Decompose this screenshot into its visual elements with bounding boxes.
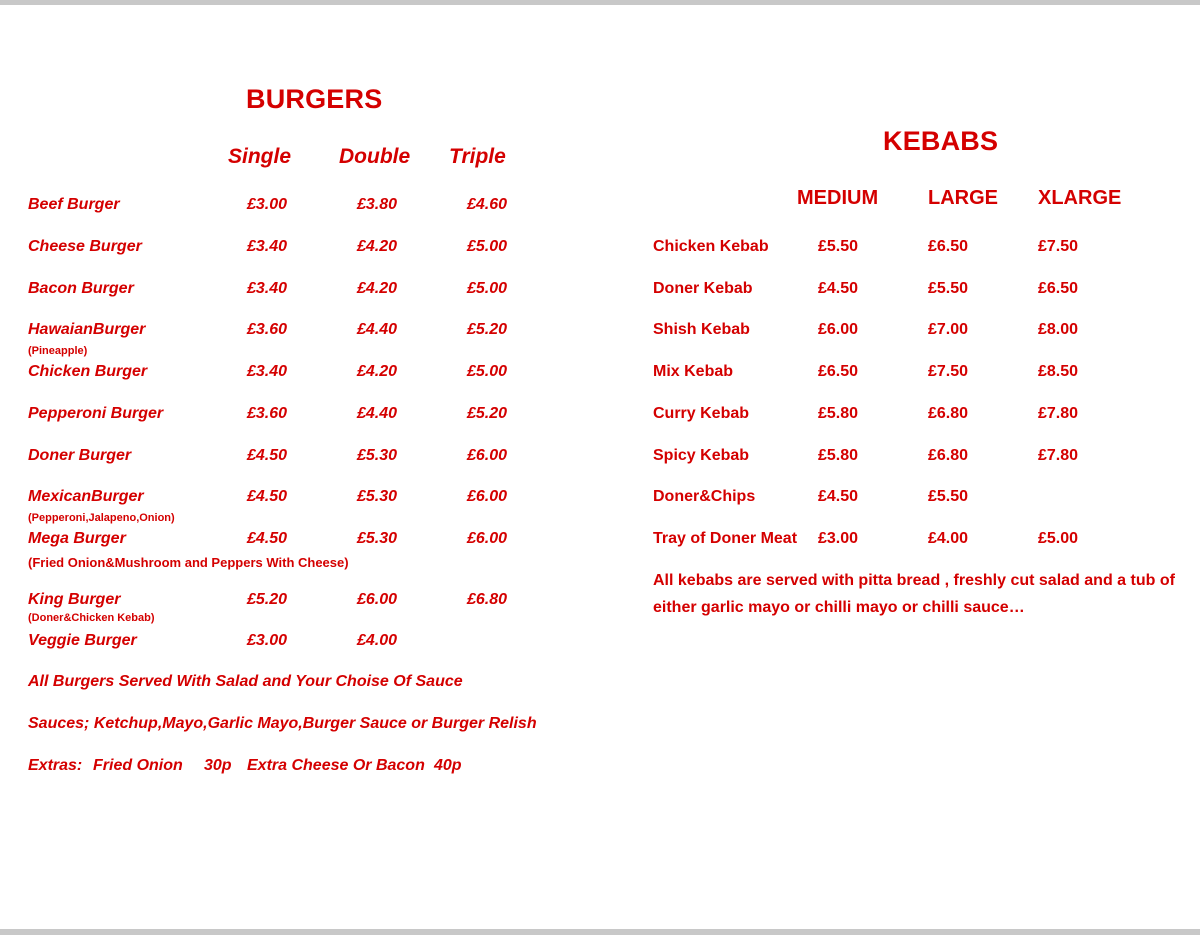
kebab-item-price: £5.80 — [818, 405, 859, 422]
burger-item-price: £4.50 — [247, 488, 288, 505]
burger-item-price: £4.40 — [357, 321, 398, 338]
kebab-item-name: Chicken Kebab — [653, 238, 769, 255]
kebabs-title: KEBABS — [883, 126, 999, 156]
burger-item-name: Mega Burger — [28, 530, 126, 547]
burger-item-price: £4.00 — [357, 632, 398, 649]
burger-item-name: Doner Burger — [28, 447, 132, 464]
kebab-item-price: £5.50 — [818, 238, 859, 255]
kebab-item-price: £6.50 — [1038, 280, 1079, 297]
burger-item-price: £4.50 — [247, 530, 288, 547]
kebab-item-price: £6.80 — [928, 447, 969, 464]
burger-item-price: £5.00 — [467, 363, 508, 380]
burgers-col-triple: Triple — [449, 145, 506, 168]
burger-item-price: £5.30 — [357, 447, 398, 464]
burger-item-name: King Burger — [28, 591, 121, 608]
burger-item-price: £6.00 — [467, 488, 508, 505]
king-burger-note: (Doner&Chicken Kebab) — [28, 612, 155, 624]
kebab-item-price: £7.50 — [1038, 238, 1079, 255]
kebab-item-price: £6.50 — [928, 238, 969, 255]
burger-item-name: Bacon Burger — [28, 280, 134, 297]
mexican-burger-note: (Pepperoni,Jalapeno,Onion) — [28, 512, 175, 524]
burger-item-name: Chicken Burger — [28, 363, 148, 380]
burger-item-price: £6.00 — [467, 447, 508, 464]
kebab-item-price: £5.50 — [928, 488, 969, 505]
burger-item-name: Pepperoni Burger — [28, 405, 164, 422]
burger-item-price: £3.60 — [247, 321, 288, 338]
burger-item-price: £5.20 — [467, 405, 508, 422]
kebabs-col-large: LARGE — [928, 187, 998, 209]
kebab-item-price: £8.00 — [1038, 321, 1079, 338]
bottom-border — [0, 929, 1200, 935]
burger-item-price: £4.20 — [357, 363, 398, 380]
kebab-item-name: Doner&Chips — [653, 488, 756, 505]
burger-item-price: £5.20 — [467, 321, 508, 338]
kebab-item-price: £6.00 — [818, 321, 859, 338]
kebabs-col-xlarge: XLARGE — [1038, 187, 1122, 209]
kebab-item-name: Tray of Doner Meat — [653, 530, 798, 547]
kebab-item-name: Doner Kebab — [653, 280, 753, 297]
kebab-item-price: £7.50 — [928, 363, 969, 380]
kebab-item-price: £3.00 — [818, 530, 859, 547]
kebab-item-price: £5.80 — [818, 447, 859, 464]
burger-item-price: £3.40 — [247, 363, 288, 380]
burger-item-price: £5.30 — [357, 530, 398, 547]
burger-item-price: £4.50 — [247, 447, 288, 464]
kebab-item-price: £7.80 — [1038, 447, 1079, 464]
burger-item-price: £3.60 — [247, 405, 288, 422]
burger-item-name: HawaianBurger — [28, 321, 146, 338]
kebab-item-name: Curry Kebab — [653, 405, 750, 422]
kebab-item-price: £5.00 — [1038, 530, 1079, 547]
burger-item-price: £5.00 — [467, 238, 508, 255]
burger-item-price: £3.00 — [247, 196, 288, 213]
burger-item-price: £3.40 — [247, 238, 288, 255]
burgers-sauces-note: Sauces; Ketchup,Mayo,Garlic Mayo,Burger Sauce or Burger Relish — [28, 715, 537, 732]
kebabs-col-medium: MEDIUM — [797, 187, 879, 209]
kebabs-served-note: All kebabs are served with pitta bread , freshly cut salad and a tub of either garlic mayo or chilli mayo or chilli sauce… — [653, 572, 1175, 616]
burger-item-price: £5.20 — [247, 591, 288, 608]
kebab-item-price: £7.00 — [928, 321, 969, 338]
burgers-col-double: Double — [339, 145, 411, 168]
kebab-item-price: £6.50 — [818, 363, 859, 380]
burger-item-price: £6.00 — [467, 530, 508, 547]
kebab-item-price: £5.50 — [928, 280, 969, 297]
burger-item-price: £5.00 — [467, 280, 508, 297]
burger-item-price: £4.40 — [357, 405, 398, 422]
mega-burger-note: (Fried Onion&Mushroom and Peppers With Cheese) — [28, 555, 349, 570]
extras-price-2: 40p — [434, 757, 462, 774]
kebab-item-price: £7.80 — [1038, 405, 1079, 422]
kebab-item-name: Spicy Kebab — [653, 447, 750, 464]
extras-item-2: Extra Cheese Or Bacon — [247, 757, 425, 774]
kebab-item-price: £4.50 — [818, 488, 859, 505]
burger-item-price: £6.80 — [467, 591, 508, 608]
extras-item-1: Fried Onion — [93, 757, 183, 774]
extras-price-1: 30p — [204, 757, 232, 774]
kebab-item-name: Shish Kebab — [653, 321, 750, 338]
burger-item-name: MexicanBurger — [28, 488, 144, 505]
burger-item-price: £5.30 — [357, 488, 398, 505]
kebab-item-price: £8.50 — [1038, 363, 1079, 380]
hawaian-burger-note: (Pineapple) — [28, 345, 88, 357]
burger-item-price: £4.60 — [467, 196, 508, 213]
burger-item-price: £3.00 — [247, 632, 288, 649]
kebab-item-price: £6.80 — [928, 405, 969, 422]
burger-item-price: £6.00 — [357, 591, 398, 608]
burger-item-name: Cheese Burger — [28, 238, 142, 255]
burgers-served-note: All Burgers Served With Salad and Your Choise Of Sauce — [28, 673, 463, 690]
burger-item-price: £3.40 — [247, 280, 288, 297]
burger-item-name: Beef Burger — [28, 196, 120, 213]
kebab-item-price: £4.00 — [928, 530, 969, 547]
top-border — [0, 0, 1200, 5]
kebab-item-name: Mix Kebab — [653, 363, 734, 380]
extras-label: Extras: — [28, 757, 83, 774]
burgers-col-single: Single — [228, 145, 292, 168]
kebab-item-price: £4.50 — [818, 280, 859, 297]
burger-item-price: £4.20 — [357, 280, 398, 297]
burger-item-price: £4.20 — [357, 238, 398, 255]
burger-item-name: Veggie Burger — [28, 632, 137, 649]
burgers-title: BURGERS — [246, 84, 383, 114]
burger-item-price: £3.80 — [357, 196, 398, 213]
